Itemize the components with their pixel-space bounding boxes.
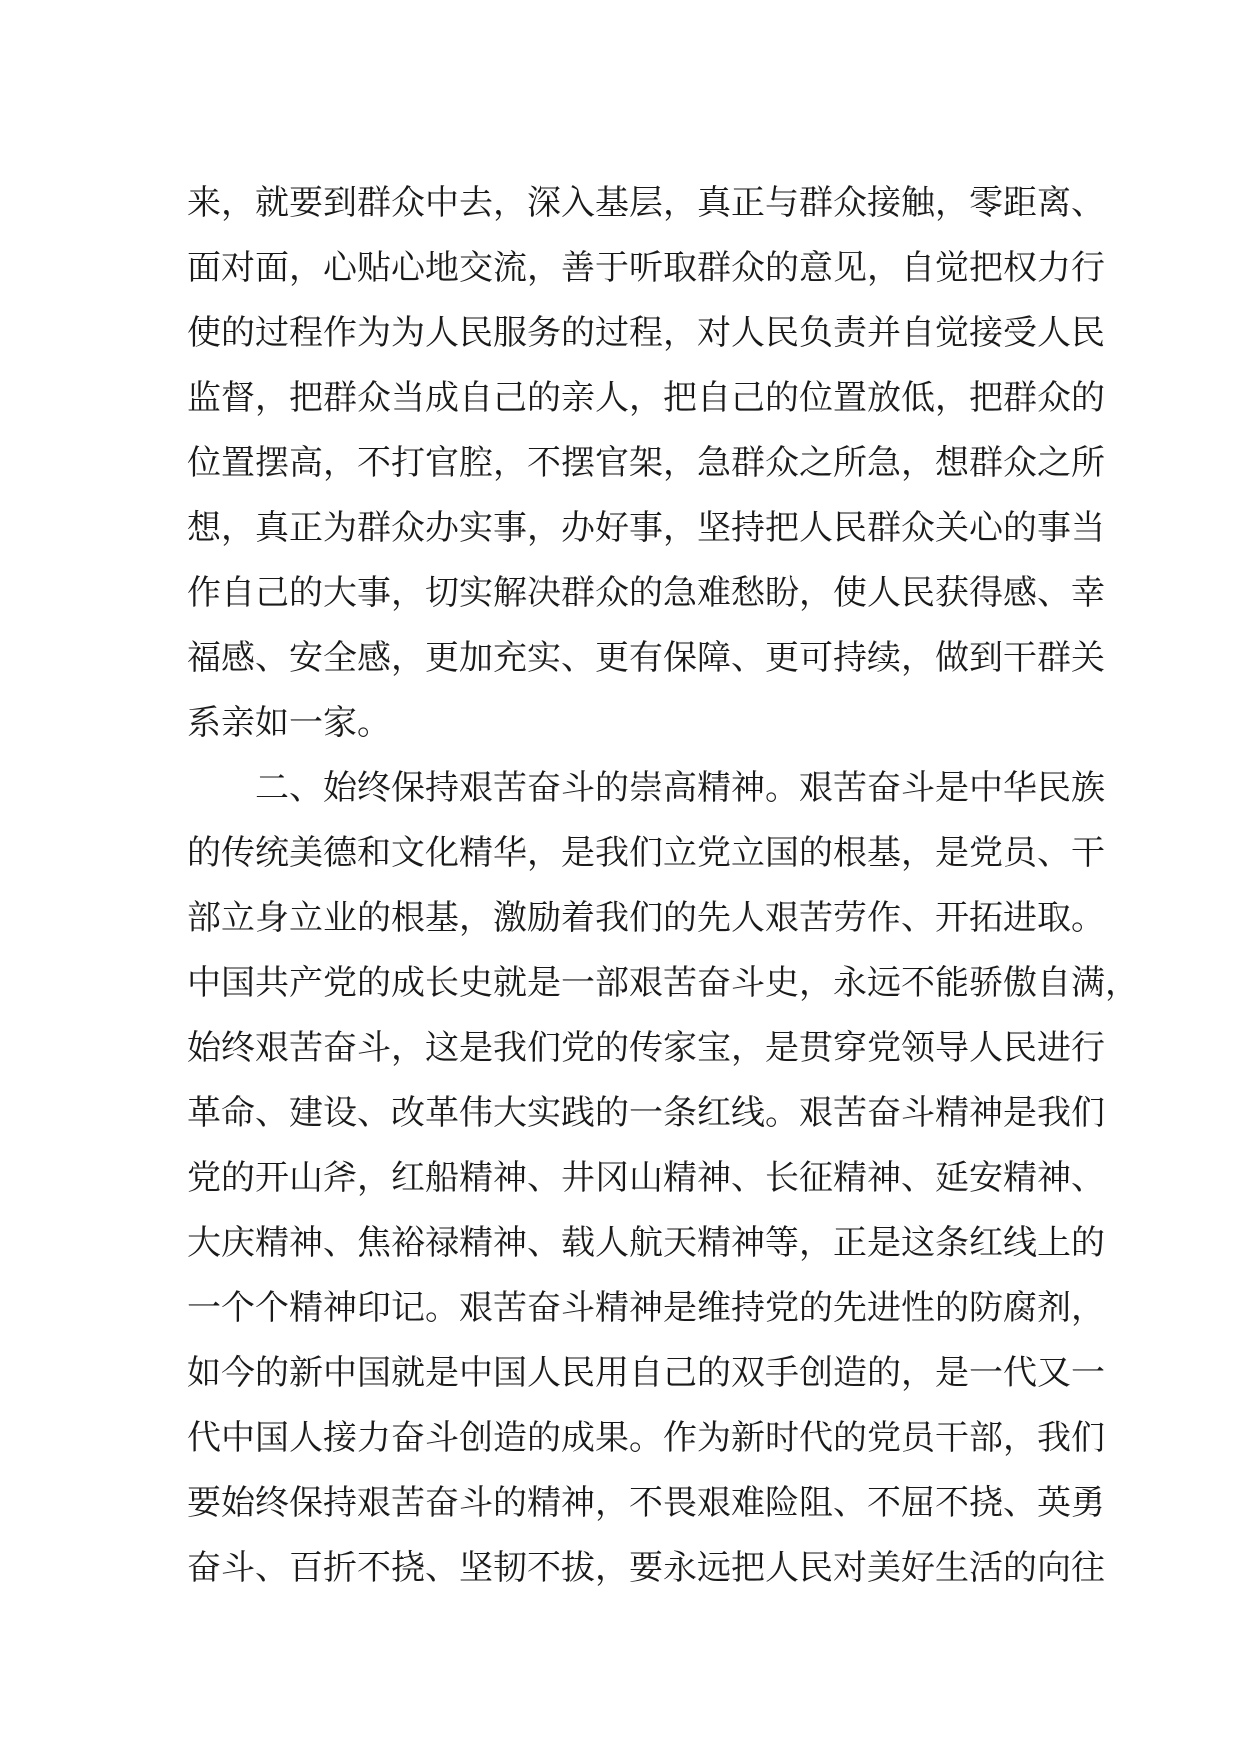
text-line: 的传统美德和文化精华，是我们立党立国的根基，是党员、干: [187, 833, 1105, 873]
body-text: [187, 171, 1139, 1601]
text-line: 监督，把群众当成自己的亲人，把自己的位置放低，把群众的: [187, 378, 1105, 418]
text-line: 面对面，心贴心地交流，善于听取群众的意见，自觉把权力行: [187, 248, 1105, 288]
text-line: 要始终保持艰苦奋斗的精神，不畏艰难险阻、不屈不挠、英勇: [187, 1483, 1105, 1523]
text-line: 使的过程作为为人民服务的过程，对人民负责并自觉接受人民: [187, 313, 1105, 353]
text-line: 想，真正为群众办实事，办好事，坚持把人民群众关心的事当: [187, 508, 1105, 548]
text-line: 代中国人接力奋斗创造的成果。作为新时代的党员干部，我们: [187, 1418, 1105, 1458]
text-line: 始终艰苦奋斗，这是我们党的传家宝，是贯穿党领导人民进行: [187, 1028, 1105, 1068]
text-line: 中国共产党的成长史就是一部艰苦奋斗史，永远不能骄傲自满，: [187, 963, 1139, 1003]
text-line: 系亲如一家。: [187, 703, 391, 743]
text-line: 部立身立业的根基，激励着我们的先人艰苦劳作、开拓进取。: [187, 898, 1105, 938]
text-line: 来，就要到群众中去，深入基层，真正与群众接触，零距离、: [187, 183, 1105, 223]
text-line: 一个个精神印记。艰苦奋斗精神是维持党的先进性的防腐剂，: [187, 1288, 1105, 1328]
text-line: 革命、建设、改革伟大实践的一条红线。艰苦奋斗精神是我们: [187, 1093, 1105, 1133]
text-line: 如今的新中国就是中国人民用自己的双手创造的，是一代又一: [187, 1353, 1105, 1393]
text-line: 大庆精神、焦裕禄精神、载人航天精神等，正是这条红线上的: [187, 1223, 1105, 1263]
text-line: 作自己的大事，切实解决群众的急难愁盼，使人民获得感、幸: [187, 573, 1105, 613]
text-line: 党的开山斧，红船精神、井冈山精神、长征精神、延安精神、: [187, 1158, 1105, 1198]
text-line: 福感、安全感，更加充实、更有保障、更可持续，做到干群关: [187, 638, 1105, 678]
section-heading-line: 二、始终保持艰苦奋斗的崇高精神。艰苦奋斗是中华民族: [187, 768, 1105, 808]
text-line: 位置摆高，不打官腔，不摆官架，急群众之所急，想群众之所: [187, 443, 1105, 483]
text-line: 奋斗、百折不挠、坚韧不拔，要永远把人民对美好生活的向往: [187, 1548, 1105, 1588]
